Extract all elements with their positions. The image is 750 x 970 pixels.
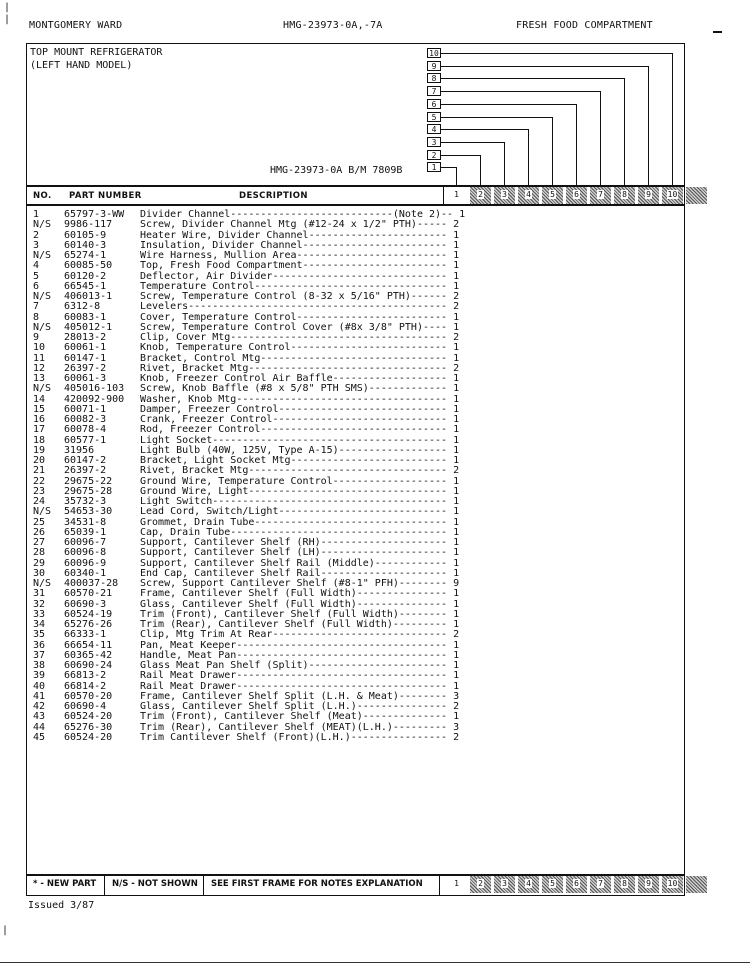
column-header-no: NO. [33,191,52,201]
part-description: Rail Meat Drawer----------------------------------- 1 [140,680,460,692]
part-number: 65274-1 [64,250,107,261]
part-description: Rod, Freezer Control------------------------------- 1 [140,424,460,436]
title-line-2: (LEFT HAND MODEL) [30,60,133,71]
part-item-number: 3 [33,239,40,251]
part-description: Glass Meat Pan Shelf (Split)----------------------- 1 [140,660,460,671]
frame-column-footer-label: 5 [550,879,555,888]
part-description: Glass, Cantilever Shelf Split (L.H.)--------------- 2 [140,701,460,712]
part-description: Bracket, Control Mtg------------------------------- 1 [140,352,460,364]
frame-column-footer-label: 4 [526,879,531,888]
frame-tab: 5 [427,112,441,122]
part-description: Trim (Front), Cantilever Shelf (Full Width)-------- 1 [140,608,460,620]
frame-column-footer-label: 6 [574,879,579,888]
leader-line [441,142,504,143]
part-number: 60082-3 [64,414,107,425]
leader-line [441,155,480,156]
part-item-number: 23 [33,485,46,497]
part-description: Divider Channel---------------------------(Note 2)-- 1 [140,209,466,220]
leader-line [441,53,672,54]
part-number: 66545-1 [64,280,107,292]
part-item-number: 31 [33,588,46,600]
title-line-1: TOP MOUNT REFRIGERATOR [30,47,163,58]
footer-divider-1 [104,874,105,895]
leader-line [672,53,673,185]
part-item-number: 44 [33,721,46,733]
part-number: 34531-8 [64,516,107,528]
part-number: 65797-3-WW [64,209,125,220]
part-item-number: 15 [33,403,46,415]
part-description: Light Switch--------------------------------------- 1 [140,496,460,507]
part-description: Temperature Control-------------------------------- 1 [140,280,460,292]
part-item-number: 26 [33,526,46,538]
part-number: 60524-19 [64,608,113,620]
part-description: Handle, Meat Pan----------------------------------- 1 [140,649,460,661]
part-description: Screw, Temperature Control Cover (#8x 3/8" PTH)---- 1 [140,321,460,333]
part-description: Pan, Meat Keeper----------------------------------- 1 [140,639,460,651]
part-item-number: 2 [33,229,40,241]
part-description: Screw, Knob Baffle (#8 x 5/8" PTH SMS)------------- 1 [140,383,460,395]
frame-column-footer-cell [518,876,539,893]
margin-mark: | [2,925,9,936]
part-item-number: 17 [33,424,46,436]
frame-column-footer-cell [614,876,635,893]
part-description: Trim (Rear), Cantilever Shelf (MEAT)(L.H.)--------- 3 [140,721,460,733]
frame-column-cell [614,187,635,204]
frame-column-footer-cell [590,876,611,893]
part-item-number: 11 [33,352,46,364]
part-description: Screw, Divider Channel Mtg (#12-24 x 1/2" PTH)----- 2 [140,219,460,231]
frame-column-footer-label: 10 [667,879,678,888]
part-item-number: 7 [33,301,40,313]
part-number: 66654-11 [64,639,113,651]
part-description: Rivet, Bracket Mtg--------------------------------- 2 [140,465,460,477]
margin-mark: | [4,14,11,25]
frame-column-footer-cell [566,876,587,893]
part-description: Heater Wire, Divider Channel----------------------- 1 [140,229,460,241]
part-number: 60105-9 [64,229,107,241]
part-item-number: 12 [33,362,46,374]
frame-tab: 7 [427,86,441,96]
part-number: 26397-2 [64,465,107,477]
part-description: Screw, Support Cantilever Shelf (#8-1" PFH)-------- 9 [140,578,460,589]
frame-column-footer-label: 1 [454,879,459,888]
part-number: 65039-1 [64,526,107,538]
frame-column-label: 3 [502,190,507,199]
frame-column-cell [518,187,539,204]
part-item-number: 1 [33,209,40,220]
part-description: Crank, Freezer Control----------------------------- 1 [140,414,460,425]
part-number: 60096-7 [64,537,107,548]
header-bottom-rule [26,204,685,206]
part-description: Knob, Freezer Control Air Baffle------------------- 1 [140,373,460,384]
part-item-number: 5 [33,270,40,282]
part-number: 6312-8 [64,301,101,313]
leader-line [441,104,576,105]
frame-column-footer-label: 7 [598,879,603,888]
part-number: 60071-1 [64,403,107,415]
part-item-number: N/S [33,321,52,333]
part-description: Grommet, Drain Tube-------------------------------- 1 [140,516,460,528]
company-name: MONTGOMERY WARD [29,20,123,31]
part-number: 60570-21 [64,588,113,600]
leader-line [480,155,481,185]
part-number: 60690-4 [64,701,107,712]
footer-divider-3 [439,874,440,895]
part-description: Cover, Temperature Control------------------------- 1 [140,311,460,323]
frame-column-footer-cell [494,876,515,893]
leader-line [441,78,624,79]
part-description: Frame, Cantilever Shelf (Full Width)--------------- 1 [140,588,460,600]
part-number: 60085-50 [64,260,113,272]
part-description: Damper, Freezer Control---------------------------- 1 [140,403,460,415]
part-number: 60096-8 [64,547,107,559]
part-number: 60524-20 [64,711,113,723]
leader-line [441,167,456,168]
part-description: Glass, Cantilever Shelf (Full Width)--------------- 1 [140,598,460,610]
frame-tab: 3 [427,137,441,147]
part-item-number: 14 [33,393,46,405]
frame-column-label: 2 [478,190,483,199]
part-number: 60140-3 [64,239,107,251]
part-number: 60096-9 [64,557,107,569]
part-item-number: 27 [33,537,46,548]
part-item-number: 42 [33,701,46,712]
frame-tab: 1 [427,162,441,172]
leader-line [456,167,457,185]
part-number: 405012-1 [64,321,113,333]
model-code: HMG-23973-0A,-7A [283,20,383,31]
part-number: 60690-3 [64,598,107,610]
part-item-number: 24 [33,496,46,507]
frame-column-cell [590,187,611,204]
legend-new-part: * - NEW PART [33,879,97,889]
part-description: End Cap, Cantilever Shelf Rail--------------------- 1 [140,567,460,579]
frame-tab: 4 [427,124,441,134]
part-item-number: 45 [33,731,46,743]
part-description: Support, Cantilever Shelf Rail (Middle)------------ 1 [140,557,460,569]
part-description: Wire Harness, Mullion Area------------------------- 1 [140,250,460,261]
part-item-number: 39 [33,670,46,682]
part-item-number: 8 [33,311,40,323]
part-item-number: 9 [33,332,40,343]
part-item-number: 10 [33,342,46,354]
part-item-number: 18 [33,434,46,446]
frame-tab: 10 [427,48,441,58]
frame-column-label: 6 [574,190,579,199]
frame-column-footer-filler [686,876,707,893]
part-description: Lead Cord, Switch/Light---------------------------- 1 [140,506,460,518]
part-item-number: 34 [33,619,46,630]
part-number: 66333-1 [64,629,107,641]
part-description: Washer, Knob Mtg----------------------------------- 1 [140,393,460,405]
part-item-number: 4 [33,260,40,272]
reference-number: HMG-23973-0A B/M 7809B [270,165,403,176]
frame-column-cell [494,187,515,204]
part-item-number: 28 [33,547,46,559]
part-item-number: 13 [33,373,46,384]
frame-column-label: 4 [526,190,531,199]
part-description: Trim Cantilever Shelf (Front)(L.H.)---------------- 2 [140,731,460,743]
part-item-number: 29 [33,557,46,569]
section-name: FRESH FOOD COMPARTMENT [516,20,653,31]
part-description: Levelers------------------------------------------- 2 [140,301,460,313]
part-item-number: 6 [33,280,40,292]
part-description: Rivet, Bracket Mtg--------------------------------- 2 [140,362,460,374]
frame-column-label: 1 [454,190,459,199]
frame-column-label: 10 [667,190,678,199]
part-description: Light Socket--------------------------------------- 1 [140,434,460,446]
leader-line [441,117,552,118]
column-header-description: DESCRIPTION [239,191,308,201]
part-description: Clip, Mtg Trim At Rear----------------------------- 2 [140,629,460,641]
part-description: Cap, Drain Tube------------------------------------ 1 [140,526,460,538]
part-description: Rail Meat Drawer----------------------------------- 1 [140,670,460,682]
document-title [30,46,162,72]
part-item-number: 22 [33,475,46,487]
leader-line [624,78,625,185]
part-item-number: 41 [33,690,46,702]
part-item-number: 36 [33,639,46,651]
part-number: 65276-26 [64,619,113,630]
part-item-number: 43 [33,711,46,723]
part-description: Clip, Cover Mtg------------------------------------ 2 [140,332,460,343]
part-item-number: 16 [33,414,46,425]
header-divider [443,185,444,205]
frame-tab: 6 [427,99,441,109]
margin-mark: | [4,2,11,13]
part-description: Bracket, Light Socket Mtg-------------------------- 1 [140,455,460,466]
part-number: 31956 [64,444,95,456]
frame-column-cell [446,187,467,204]
frame-column-footer-cell [638,876,659,893]
part-number: 29675-28 [64,485,113,497]
frame-column-footer-label: 8 [622,879,627,888]
part-item-number: N/S [33,506,52,518]
frame-column-label: 7 [598,190,603,199]
issue-date: Issued 3/87 [28,900,95,911]
leader-line [528,129,529,185]
part-number: 54653-30 [64,506,113,518]
frame-column-label: 9 [646,190,651,199]
column-header-part-number: PART NUMBER [69,191,142,201]
frame-column-footer-cell [542,876,563,893]
frame-column-label: 5 [550,190,555,199]
part-number: 405016-103 [64,383,125,395]
part-number: 29675-22 [64,475,113,487]
part-number: 60061-1 [64,342,107,354]
leader-line [648,66,649,185]
part-item-number: 30 [33,567,46,579]
part-description: Frame, Cantilever Shelf Split (L.H. & Meat)-------- 3 [140,690,460,702]
frame-column-filler [686,187,707,204]
part-number: 60365-42 [64,649,113,661]
page-edge-rule [0,962,750,963]
part-item-number: 33 [33,608,46,620]
part-number: 420092-900 [64,393,125,405]
part-number: 60340-1 [64,567,107,579]
frame-column-cell [638,187,659,204]
frame-column-footer-cell [470,876,491,893]
part-number: 66814-2 [64,680,107,692]
part-number: 60061-3 [64,373,107,384]
frame-column-footer-label: 3 [502,879,507,888]
part-description: Support, Cantilever Shelf (LH)--------------------- 1 [140,547,460,559]
leader-line [441,66,648,67]
part-item-number: 35 [33,629,46,641]
frame-column-cell [470,187,491,204]
part-item-number: 38 [33,660,46,671]
frame-column-cell [542,187,563,204]
frame-column-footer-label: 9 [646,879,651,888]
part-item-number: 37 [33,649,46,661]
part-description: Ground Wire, Light--------------------------------- 1 [140,485,460,497]
frame-tab: 2 [427,150,441,160]
part-item-number: N/S [33,291,52,302]
part-number: 35732-3 [64,496,107,507]
part-item-number: 32 [33,598,46,610]
part-description: Support, Cantilever Shelf (RH)--------------------- 1 [140,537,460,548]
part-number: 60524-20 [64,731,113,743]
part-number: 60577-1 [64,434,107,446]
part-number: 66813-2 [64,670,107,682]
part-description: Top, Fresh Food Compartment------------------------ 1 [140,260,460,272]
part-number: 60147-2 [64,455,107,466]
part-number: 9986-117 [64,219,113,231]
leader-line [600,91,601,185]
frame-column-footer-cell [662,876,683,893]
part-number: 60570-20 [64,690,113,702]
part-item-number: N/S [33,383,52,395]
part-number: 60147-1 [64,352,107,364]
frame-column-cell [662,187,683,204]
part-number: 60120-2 [64,270,107,282]
leader-line [441,129,528,130]
part-number: 65276-30 [64,721,113,733]
frame-tab: 9 [427,61,441,71]
part-number: 60083-1 [64,311,107,323]
corner-dash [713,31,722,33]
part-item-number: 19 [33,444,46,456]
frame-column-footer-cell [446,876,467,893]
part-description: Trim (Rear), Cantilever Shelf (Full Width)--------- 1 [140,619,460,630]
part-description: Ground Wire, Temperature Control------------------- 1 [140,475,460,487]
leader-line [441,91,600,92]
part-item-number: N/S [33,219,52,231]
part-item-number: 21 [33,465,46,477]
part-item-number: 40 [33,680,46,692]
part-number: 28013-2 [64,332,107,343]
frame-column-label: 8 [622,190,627,199]
part-description: Screw, Temperature Control (8-32 x 5/16" PTH)------ 2 [140,291,460,302]
part-item-number: 25 [33,516,46,528]
part-description: Deflector, Air Divider----------------------------- 1 [140,270,460,282]
part-number: 406013-1 [64,291,113,302]
part-number: 60078-4 [64,424,107,436]
part-number: 400037-28 [64,578,119,589]
part-item-number: 20 [33,455,46,466]
leader-line [552,117,553,186]
leader-line [576,104,577,185]
leader-line [504,142,505,185]
part-item-number: N/S [33,250,52,261]
part-description: Trim (Front), Cantilever Shelf (Meat)-------------- 1 [140,711,460,723]
footer-divider-2 [203,874,204,895]
part-number: 26397-2 [64,362,107,374]
frame-column-footer-label: 2 [478,879,483,888]
part-description: Knob, Temperature Control-------------------------- 1 [140,342,460,354]
legend-not-shown: N/S - NOT SHOWN [112,879,198,889]
part-description: Insulation, Divider Channel------------------------ 1 [140,239,460,251]
notes-explanation: SEE FIRST FRAME FOR NOTES EXPLANATION [211,879,423,889]
part-item-number: N/S [33,578,52,589]
part-number: 60690-24 [64,660,113,671]
frame-column-cell [566,187,587,204]
frame-tab: 8 [427,73,441,83]
part-description: Light Bulb (40W, 125V, Type A-15)------------------ 1 [140,444,460,456]
